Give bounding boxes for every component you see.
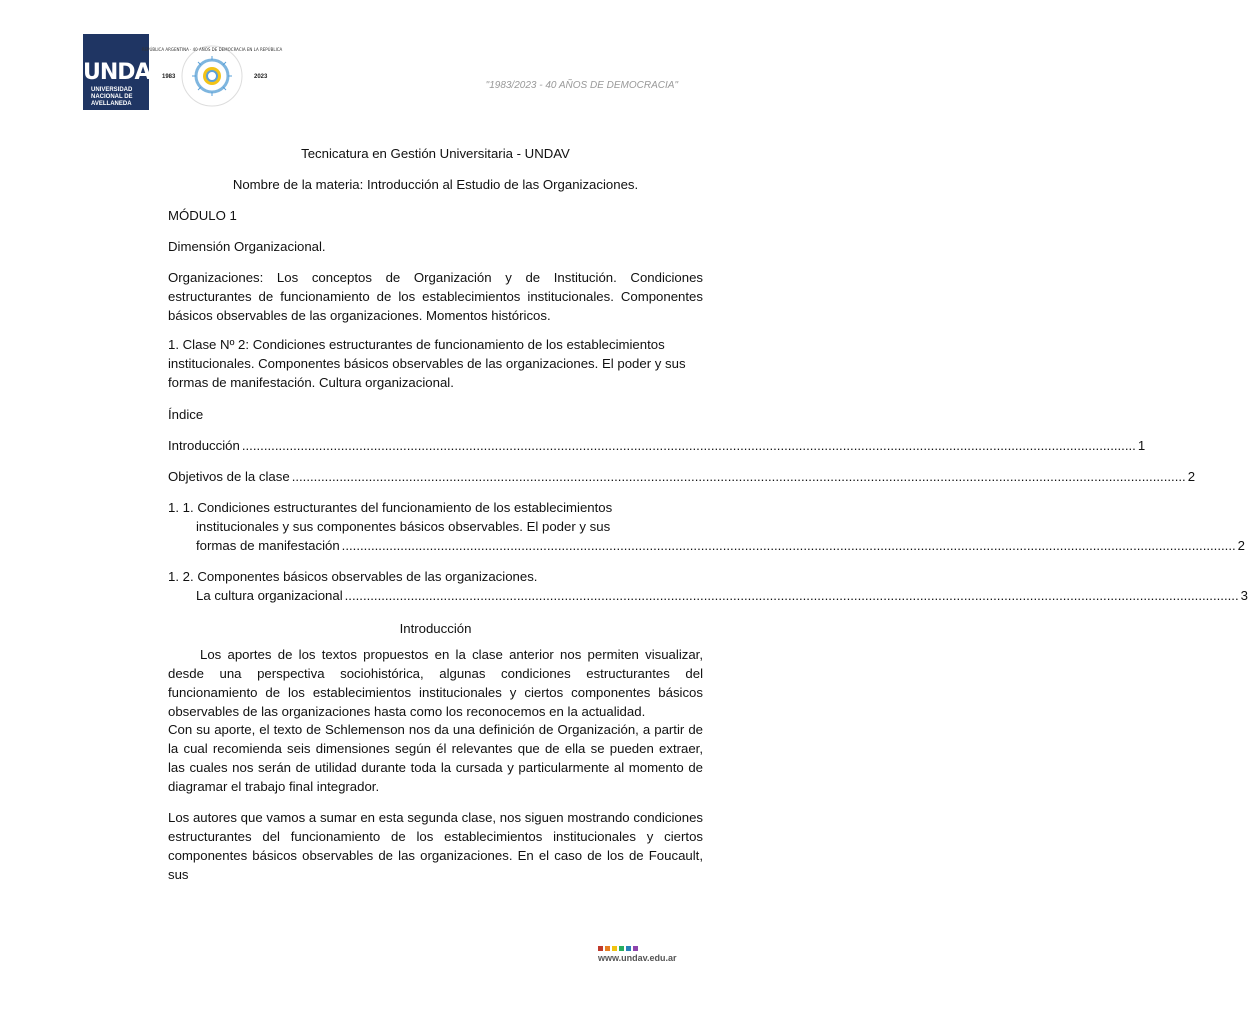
toc-item1-line2: institucionales y sus componentes básicos observables. El poder y sus bbox=[196, 519, 611, 534]
intro-paragraph-1: Los aportes de los textos propuestos en la clase anterior nos permiten visualizar, desde una perspectiva sociohistórica, algunas condiciones estructurantes del funcionamiento de los establecimientos institucionales y ciertos componentes básicos observables de las organizaciones hasta como los reconocemos en la actualidad. bbox=[168, 647, 703, 719]
footer-dot bbox=[598, 946, 603, 951]
toc-item1-line1: 1. 1. Condiciones estructurantes del funcionamiento de los establecimientos bbox=[168, 500, 613, 515]
toc-item-1[interactable] bbox=[168, 498, 1246, 555]
header-quote: "1983/2023 - 40 AÑOS DE DEMOCRACIA" bbox=[485, 80, 678, 91]
class-line-3: formas de manifestación. Cultura organizacional. bbox=[168, 375, 454, 390]
toc-row-intro[interactable] bbox=[168, 436, 1146, 455]
class-line-1: 1. Clase Nº 2: Condiciones estructurantes de funcionamiento de los establecimientos bbox=[168, 337, 665, 352]
intro-paragraph-3: Los autores que vamos a sumar en esta segunda clase, nos siguen mostrando condiciones estructurantes del funcionamiento de los establecimientos institucionales y ciertos componentes básicos observables de las organizaciones. En el caso de los de Foucault, sus bbox=[168, 810, 703, 882]
intro-heading: Introducción bbox=[399, 621, 472, 636]
logo-text: UNDAV bbox=[83, 60, 166, 85]
toc-objectives-label: Objetivos de la clase bbox=[168, 469, 290, 484]
module-heading: MÓDULO 1 bbox=[168, 208, 237, 223]
footer-url[interactable]: www.undav.edu.ar bbox=[598, 953, 677, 963]
toc-item2-last bbox=[168, 586, 1248, 605]
seal-year-left: 1983 bbox=[162, 74, 176, 80]
index-heading: Índice bbox=[168, 407, 204, 422]
seal-year-right: 2023 bbox=[254, 74, 268, 80]
toc-item2-line2: La cultura organizacional bbox=[196, 588, 343, 603]
toc-leader bbox=[242, 436, 1136, 455]
seal-ring-text: REPÚBLICA ARGENTINA · 40 AÑOS DE DEMOCRACIA EN LA REPÚBLICA bbox=[141, 47, 283, 52]
toc-objectives-page: 2 bbox=[1187, 469, 1196, 484]
dimension-line: Dimensión Organizacional. bbox=[168, 239, 326, 254]
subject-line: Nombre de la materia: Introducción al Estudio de las Organizaciones. bbox=[232, 177, 639, 192]
toc-leader bbox=[345, 586, 1239, 605]
toc-intro-label: Introducción bbox=[168, 438, 240, 453]
toc-leader bbox=[342, 536, 1236, 555]
toc-item1-last bbox=[168, 536, 1246, 555]
toc-item1-page: 2 bbox=[1237, 538, 1246, 553]
toc-item2-line1: 1. 2. Componentes básicos observables de las organizaciones. bbox=[168, 569, 538, 584]
document-title: Tecnicatura en Gestión Universitaria - UNDAV bbox=[301, 146, 570, 161]
class-line-2: institucionales. Componentes básicos observables de las organizaciones. El poder y sus bbox=[168, 356, 686, 371]
logo-subtitle: UNIVERSIDAD NACIONAL DE AVELLANEDA bbox=[91, 87, 133, 107]
toc-row-objectives[interactable] bbox=[168, 467, 1196, 486]
footer-dot bbox=[626, 946, 631, 951]
footer-dot bbox=[633, 946, 638, 951]
footer-dot bbox=[612, 946, 617, 951]
toc-item1-line3: formas de manifestación bbox=[196, 538, 340, 553]
class-description bbox=[168, 335, 703, 392]
toc-item2-page: 3 bbox=[1240, 588, 1248, 603]
intro-paragraph-2: Con su aporte, el texto de Schlemenson nos da una definición de Organización, a partir de la cual recomienda seis dimensiones según él relevantes que de ella se pueden extraer, las cuales nos serán de utilidad durante toda la cursada y particularmente al momento de diagramar el trabajo final integrador. bbox=[168, 722, 703, 794]
organizations-paragraph: Organizaciones: Los conceptos de Organización y de Institución. Condiciones estructurantes de funcionamiento de los establecimientos institucionales. Componentes básicos observables de las organizaciones. Momentos históricos. bbox=[168, 270, 703, 323]
undav-logo bbox=[83, 34, 166, 110]
toc-item-2[interactable] bbox=[168, 567, 1248, 605]
toc-intro-page: 1 bbox=[1137, 438, 1146, 453]
toc-leader bbox=[292, 467, 1186, 486]
footer-dot bbox=[619, 946, 624, 951]
footer-dot bbox=[605, 946, 610, 951]
footer-color-dots bbox=[598, 946, 638, 951]
